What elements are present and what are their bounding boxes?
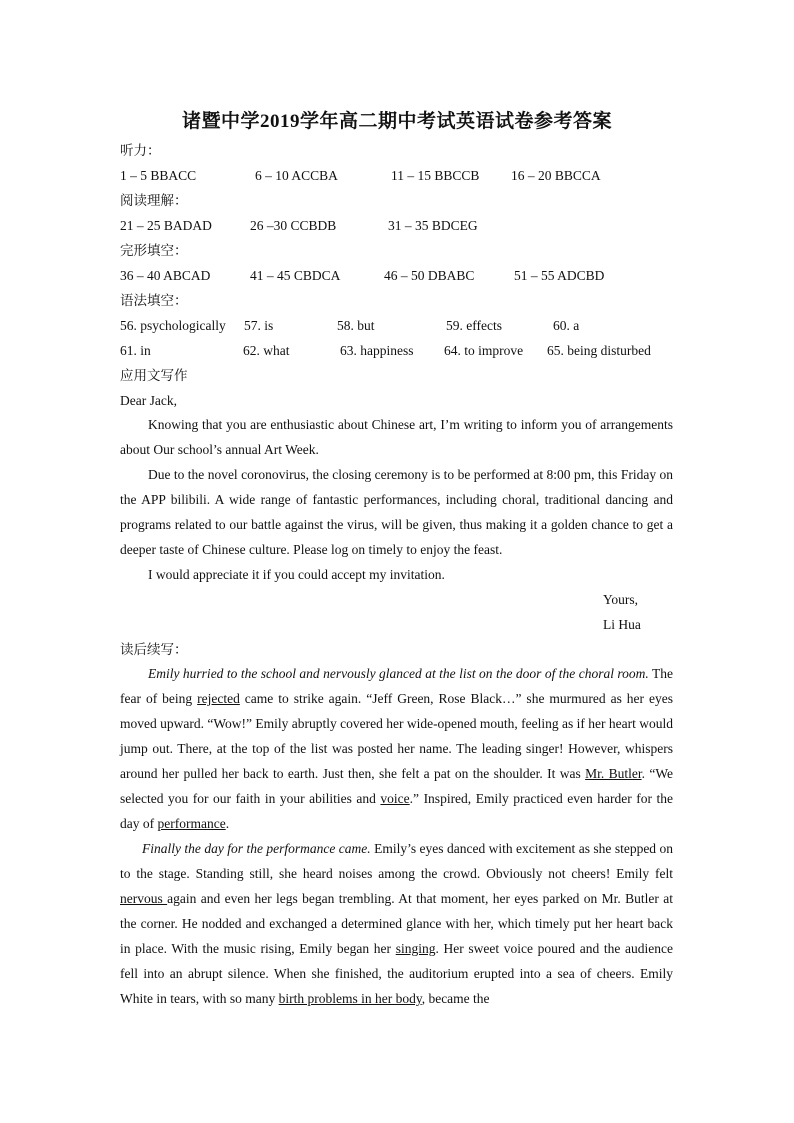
underlined-keyword: nervous [120,891,168,906]
story-text: . “We selected you for our faith in your abilities and [120,766,673,806]
letter-paragraph-2 [120,462,673,562]
story-text: . Her sweet voice poured and the audience fell into an abrupt silence. When she finished, the auditorium erupted into a sea of cheers. Emily White in tears, with so many [120,941,673,1006]
underlined-keyword: Mr. Butler [585,766,642,781]
letter-paragraph-text: I would appreciate it if you could accept my invitation. [148,567,445,582]
letter-paragraph-text: Knowing that you are enthusiastic about Chinese art, I’m writing to inform you of arrangements about Our school’s annual Art Week. [120,417,673,457]
story-text: The fear of being [120,666,673,706]
answer-group: 1 – 5 BBACC [120,168,197,183]
answer-group: 16 – 20 BBCCA [511,168,601,183]
story-text: again and even her legs began trembling. At that moment, her eyes parked on Mr. Butler at the corner. He nodded and exchanged a determined glance with her, which timely put her heart back in place. With the music rising, Emily began her [120,891,674,956]
reading-heading: 阅读理解： [120,193,188,208]
letter-greeting: Dear Jack, [120,393,177,408]
listening-heading: 听力： [120,143,161,158]
story-text: .” Inspired, Emily practiced even harder for the day of [120,791,673,831]
cloze-heading: 完形填空： [120,243,188,258]
grammar-heading: 语法填空： [120,293,188,308]
grammar-answer: 64. to improve [444,343,524,358]
answer-group: 26 –30 CCBDB [250,218,337,233]
underlined-keyword: singing [395,941,436,956]
answer-group: 21 – 25 BADAD [120,218,212,233]
answer-group: 11 – 15 BBCCB [391,168,480,183]
grammar-answer: 57. is [244,318,274,333]
story-opening-sentence: Emily hurried to the school and nervously glanced at the list on the door of the choral room. [148,666,649,681]
story-text: Emily’s eyes danced with excitement as she stepped on to the stage. Standing still, she heard noises among the crowd. Obviously not cheers! Emily felt [120,841,673,881]
grammar-answer: 59. effects [446,318,502,333]
story-text: . [225,816,230,831]
underlined-keyword: rejected [197,691,240,706]
story-text: came to strike again. “Jeff Green, Rose Black…” she murmured as her eyes moved upward. “Wow!” Emily abruptly covered her wide-opened mouth, feeling as if her heart would jump out. There, at the top of the list was posted her name. The leading singer! However, whispers around her pulled her back to earth. Just then, she felt a pat on the shoulder. It was [120,691,673,781]
letter-signature: Li Hua [603,617,641,632]
letter-paragraph-text: Due to the novel coronovirus, the closing ceremony is to be performed at 8:00 pm, this Friday on the APP bilibili. A wide range of fantastic performances, including choral, traditional dancing and programs related to our battle against the virus, will be given, thus making it a golden chance to get a deeper taste of Chinese culture. Please log on timely to enjoy the feast. [120,467,673,557]
grammar-answer: 61. in [120,343,151,358]
underlined-keyword: birth problems in her body [278,991,422,1006]
letter-paragraph-3 [120,562,673,587]
answer-group: 36 – 40 ABCAD [120,268,211,283]
grammar-answer: 58. but [337,318,375,333]
story-text: , became the [421,991,490,1006]
grammar-answer: 62. what [243,343,290,358]
answer-group: 41 – 45 CBDCA [250,268,341,283]
story-paragraph-1 [120,661,673,836]
grammar-answer: 56. psychologically [120,318,226,333]
letter-closing: Yours, [603,592,639,607]
practical-writing-heading: 应用文写作 [120,368,188,383]
letter-paragraph-1 [120,412,673,462]
answer-group: 51 – 55 ADCBD [514,268,605,283]
grammar-answer: 60. a [553,318,580,333]
story-paragraph-2 [120,836,673,1011]
underlined-keyword: voice [380,791,410,806]
answer-group: 31 – 35 BDCEG [388,218,478,233]
continuation-heading: 读后续写： [120,642,188,657]
grammar-answer: 63. happiness [340,343,414,358]
underlined-keyword: performance [157,816,226,831]
story-opening-sentence: Finally the day for the performance came. [142,841,371,856]
answer-group: 46 – 50 DBABC [384,268,475,283]
answer-group: 6 – 10 ACCBA [255,168,338,183]
grammar-answer: 65. being disturbed [547,343,651,358]
page-title: 诸暨中学2019学年高二期中考试英语试卷参考答案 [181,111,612,132]
